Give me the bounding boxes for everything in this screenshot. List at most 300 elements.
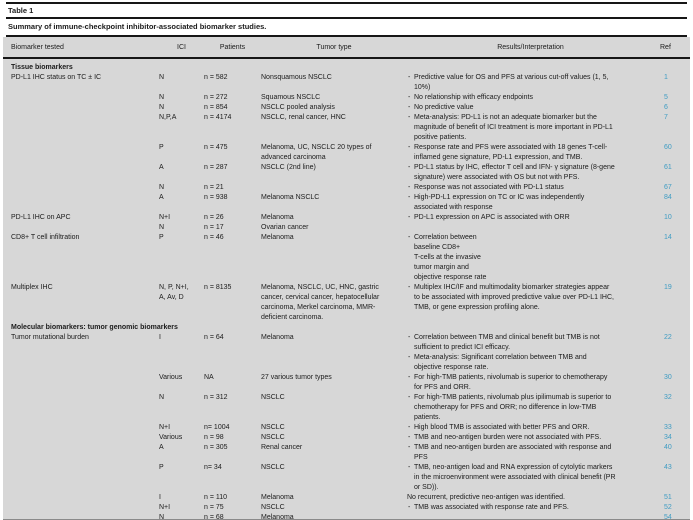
ici-line: N+I <box>159 424 171 431</box>
result-item <box>407 443 690 463</box>
result-line: signature) were associated with OS but not with PFS. <box>414 174 580 181</box>
result-item <box>407 143 690 163</box>
cell-results <box>407 443 690 463</box>
tumor-line: NSCLC, renal cancer, HNC <box>261 114 346 121</box>
result-item <box>407 183 690 193</box>
result-lines <box>407 333 658 353</box>
table-row <box>3 423 690 433</box>
result-line: TMB, or gene expression profiling alone. <box>414 304 540 311</box>
ref-link[interactable]: 60 <box>664 144 672 151</box>
table-row <box>3 183 690 193</box>
ref-link[interactable]: 84 <box>664 194 672 201</box>
result-lines <box>407 493 658 503</box>
result-lines <box>407 183 658 193</box>
result-line: - For high-TMB patients, nivolumab plus ipilimumab is superior to <box>407 393 658 403</box>
cell-tumor <box>261 193 407 213</box>
cell-biomarker <box>11 93 159 103</box>
ref-link[interactable]: 6 <box>664 104 668 111</box>
cell-ici <box>159 513 204 520</box>
result-line: baseline CD8+ <box>414 244 461 251</box>
result-line: - TMB and neo-antigen burden are associated with response and <box>407 443 658 453</box>
cell-patients: n = 75 <box>204 504 224 511</box>
result-line: chemotherapy for PFS and ORR; no difference in low-TMB <box>414 404 597 411</box>
cell-biomarker <box>11 223 159 233</box>
result-lines <box>407 93 658 103</box>
cell-biomarker <box>11 183 159 193</box>
column-header-biomarker: Biomarker tested <box>11 44 64 51</box>
cell-biomarker <box>11 493 159 503</box>
ref-link[interactable]: 5 <box>664 94 668 101</box>
cell-ici <box>159 193 204 213</box>
ref-link[interactable]: 61 <box>664 164 672 171</box>
result-item <box>407 283 690 313</box>
table-row <box>3 333 690 373</box>
cell-patients: n = 4174 <box>204 114 232 121</box>
result-line: associated with response <box>414 204 493 211</box>
cell-biomarker: Tumor mutational burden <box>11 334 89 341</box>
table-row <box>3 463 690 493</box>
cell-results <box>407 433 690 443</box>
tumor-line: Melanoma <box>261 514 294 520</box>
result-lines <box>407 463 658 493</box>
result-item <box>407 93 690 103</box>
cell-patients: n = 938 <box>204 194 228 201</box>
column-header-ref: Ref <box>660 44 671 51</box>
ici-line: I <box>159 494 161 501</box>
cell-biomarker: PD-L1 IHC status on TC ± IC <box>11 74 102 81</box>
ici-line: P <box>159 234 164 241</box>
tumor-line: cancer, cervical cancer, hepatocellular <box>261 294 380 301</box>
table-heading-area <box>0 0 693 37</box>
cell-patients: n = 854 <box>204 104 228 111</box>
cell-tumor <box>261 233 407 283</box>
section-title: Tissue biomarkers <box>11 64 73 71</box>
tumor-line: Melanoma <box>261 494 294 501</box>
cell-patients: n = 46 <box>204 234 224 241</box>
cell-patients: n = 26 <box>204 214 224 221</box>
ici-line: A, Av, D <box>159 294 184 301</box>
tumor-line: deficient carcinoma. <box>261 314 324 321</box>
result-line: - Response rate and PFS were associated with 18 genes T-cell- <box>407 143 658 153</box>
cell-tumor <box>261 463 407 493</box>
table-row <box>3 223 690 233</box>
result-item <box>407 493 690 503</box>
table-row <box>3 373 690 393</box>
result-lines <box>407 513 658 520</box>
ref-link <box>658 353 690 373</box>
result-line: - High-PD-L1 expression on TC or IC was independently <box>407 193 658 203</box>
cell-biomarker: PD-L1 IHC on APC <box>11 214 71 221</box>
table-body <box>3 37 690 520</box>
cell-biomarker <box>11 503 159 513</box>
result-item <box>407 333 690 353</box>
result-lines <box>407 73 658 93</box>
result-lines <box>407 213 658 223</box>
cell-patients: NA <box>204 374 214 381</box>
result-line: - No relationship with efficacy endpoints <box>407 93 658 103</box>
cell-ici <box>159 393 204 423</box>
result-line: - PD-L1 expression on APC is associated with ORR <box>407 213 658 223</box>
cell-ici <box>159 143 204 163</box>
cell-patients: n = 287 <box>204 164 228 171</box>
tumor-line: NSCLC <box>261 424 285 431</box>
section-title: Molecular biomarkers: tumor genomic biomarkers <box>11 324 178 331</box>
cell-patients: n = 110 <box>204 494 228 501</box>
result-line: - Correlation between TMB and clinical benefit but TMB is not <box>407 333 658 343</box>
ref-link[interactable]: 30 <box>664 374 672 381</box>
cell-results <box>407 283 690 323</box>
result-lines <box>407 163 658 183</box>
ici-line: N+I <box>159 214 171 221</box>
table-row <box>3 393 690 423</box>
cell-tumor <box>261 183 407 193</box>
cell-ici <box>159 223 204 233</box>
result-line: - Response was not associated with PD-L1 status <box>407 183 658 193</box>
table-row <box>3 283 690 323</box>
result-line: objective response rate. <box>414 364 489 371</box>
ref-link[interactable]: 7 <box>664 114 668 121</box>
result-line: positive patients. <box>414 134 467 141</box>
ici-line: A <box>159 444 164 451</box>
result-lines <box>407 193 658 213</box>
column-header-patients: Patients <box>219 44 246 51</box>
cell-ici <box>159 113 204 143</box>
cell-ici <box>159 493 204 503</box>
ici-line: A <box>159 194 164 201</box>
result-lines <box>407 143 658 163</box>
cell-tumor <box>261 103 407 113</box>
cell-biomarker <box>11 103 159 113</box>
cell-tumor <box>261 423 407 433</box>
result-item <box>407 103 690 113</box>
cell-ici <box>159 93 204 103</box>
result-item <box>407 423 690 433</box>
cell-patients: n= 34 <box>204 464 222 471</box>
cell-tumor <box>261 443 407 463</box>
result-item <box>407 113 690 143</box>
ref-link[interactable]: 43 <box>664 464 672 471</box>
ici-line: N+I <box>159 504 171 511</box>
result-line: - For high-TMB patients, nivolumab is superior to chemotherapy <box>407 373 658 383</box>
result-lines <box>407 433 658 443</box>
cell-tumor <box>261 283 407 323</box>
cell-biomarker <box>11 143 159 163</box>
tumor-line: Melanoma NSCLC <box>261 194 320 201</box>
ref-link[interactable]: 52 <box>664 504 672 511</box>
cell-results <box>407 73 690 93</box>
result-item <box>407 213 690 223</box>
result-line: 10%) <box>414 84 431 91</box>
ref-link[interactable]: 67 <box>664 184 672 191</box>
result-line: - TMB was associated with response rate and PFS. <box>407 503 658 513</box>
tumor-line: NSCLC <box>261 394 285 401</box>
table-caption: Summary of immune-checkpoint inhibitor-associated biomarker studies. <box>8 22 267 31</box>
cell-patients: n = 272 <box>204 94 228 101</box>
tumor-line: 27 various tumor types <box>261 374 332 381</box>
cell-ici <box>159 183 204 193</box>
result-item <box>407 353 690 373</box>
result-line: in the microenvironment were associated with clinical benefit (PR <box>414 474 616 481</box>
cell-patients: n = 64 <box>204 334 224 341</box>
cell-patients: n = 582 <box>204 74 228 81</box>
cell-results <box>407 223 690 233</box>
tumor-line: NSCLC <box>261 504 285 511</box>
result-item <box>407 503 690 513</box>
cell-patients: n = 305 <box>204 444 228 451</box>
cell-tumor <box>261 163 407 183</box>
cell-tumor <box>261 333 407 373</box>
cell-biomarker <box>11 163 159 183</box>
result-lines <box>407 373 658 393</box>
cell-ici <box>159 103 204 113</box>
tumor-line: NSCLC <box>261 464 285 471</box>
result-item <box>407 433 690 443</box>
cell-results <box>407 423 690 433</box>
cell-results <box>407 103 690 113</box>
column-header-results-wrap <box>407 43 690 52</box>
tumor-line: Renal cancer <box>261 444 303 451</box>
cell-tumor <box>261 113 407 143</box>
result-line: - Meta-analysis: Significant correlation between TMB and <box>407 353 658 363</box>
tumor-line: NSCLC <box>261 434 285 441</box>
table-row <box>3 73 690 93</box>
cell-tumor <box>261 433 407 443</box>
cell-results <box>407 373 690 393</box>
cell-tumor <box>261 223 407 233</box>
cell-results <box>407 113 690 143</box>
ici-line: A <box>159 164 164 171</box>
ici-line: P <box>159 464 164 471</box>
ici-line: N <box>159 104 165 111</box>
cell-patients: n = 475 <box>204 144 228 151</box>
tumor-line: Melanoma, NSCLC, UC, HNC, gastric <box>261 284 379 291</box>
table-row <box>3 233 690 283</box>
cell-results <box>407 493 690 503</box>
tumor-line: NSCLC (2nd line) <box>261 164 316 171</box>
cell-ici <box>159 213 204 223</box>
tumor-line: Nonsquamous NSCLC <box>261 74 332 81</box>
cell-results <box>407 393 690 423</box>
result-lines <box>407 423 658 433</box>
table-row <box>3 103 690 113</box>
result-item <box>407 193 690 213</box>
result-line: - TMB and neo-antigen burden were not associated with PFS. <box>407 433 658 443</box>
result-item <box>407 73 690 93</box>
cell-results <box>407 183 690 193</box>
cell-ici <box>159 463 204 493</box>
cell-tumor <box>261 513 407 520</box>
tumor-line: Squamous NSCLC <box>261 94 321 101</box>
ref-link[interactable]: 1 <box>664 74 668 81</box>
result-line: - Meta-analysis: PD-L1 is not an adequate biomarker but the <box>407 113 658 123</box>
table-row <box>3 433 690 443</box>
tumor-line: carcinoma, Merkel carcinoma, MMR- <box>261 304 376 311</box>
result-item <box>407 393 690 423</box>
result-lines <box>407 113 658 143</box>
result-line: T-cells at the invasive <box>414 254 481 261</box>
cell-biomarker <box>11 433 159 443</box>
result-line: - Correlation between <box>407 233 658 243</box>
cell-results <box>407 333 690 373</box>
result-item <box>407 163 690 183</box>
cell-results <box>407 163 690 183</box>
cell-results <box>407 213 690 223</box>
cell-patients: n = 312 <box>204 394 228 401</box>
table-section <box>3 63 690 323</box>
result-line <box>407 513 658 520</box>
cell-patients: n = 68 <box>204 514 224 520</box>
ici-line: Various <box>159 434 183 441</box>
tumor-line: Melanoma <box>261 214 294 221</box>
cell-ici <box>159 163 204 183</box>
table-row <box>3 143 690 163</box>
result-item <box>407 463 690 493</box>
cell-biomarker <box>11 393 159 423</box>
ici-line: N <box>159 224 165 231</box>
cell-biomarker: Multiplex IHC <box>11 284 53 291</box>
column-header-tumor-type: Tumor type <box>316 44 352 51</box>
cell-ici <box>159 503 204 513</box>
ref-link[interactable]: 54 <box>664 514 672 520</box>
table-section <box>3 323 690 520</box>
cell-biomarker: CD8+ T cell infiltration <box>11 234 80 241</box>
cell-ici <box>159 73 204 93</box>
table-row <box>3 163 690 183</box>
table-row <box>3 513 690 520</box>
result-item <box>407 513 690 520</box>
result-line: objective response rate <box>414 274 487 281</box>
result-line: - Multiplex IHC/IF and multimodality biomarker strategies appear <box>407 283 658 293</box>
cell-patients: n = 98 <box>204 434 224 441</box>
result-line: magnitude of benefit of ICI treatment is more important in PD-L1 <box>414 124 613 131</box>
tumor-line: Melanoma <box>261 234 294 241</box>
ref-link[interactable]: 22 <box>664 334 672 341</box>
tumor-line: Melanoma <box>261 334 294 341</box>
cell-ici <box>159 373 204 393</box>
ref-link[interactable]: 34 <box>664 434 672 441</box>
cell-ici <box>159 443 204 463</box>
ici-line: N,P,A <box>159 114 177 121</box>
table-row <box>3 503 690 513</box>
result-lines <box>407 233 658 283</box>
ref-link[interactable]: 51 <box>664 494 672 501</box>
cell-tumor <box>261 143 407 163</box>
cell-ici <box>159 333 204 373</box>
ref-link[interactable]: 10 <box>664 214 672 221</box>
cell-biomarker <box>11 113 159 143</box>
result-line: PFS <box>414 454 428 461</box>
cell-results <box>407 143 690 163</box>
cell-biomarker <box>11 193 159 213</box>
tumor-line: Ovarian cancer <box>261 224 309 231</box>
result-line: for PFS and ORR. <box>414 384 471 391</box>
cell-biomarker <box>11 423 159 433</box>
cell-ici <box>159 423 204 433</box>
ref-link[interactable]: 19 <box>664 284 672 291</box>
cell-results <box>407 463 690 493</box>
table-row <box>3 193 690 213</box>
column-header-results: Results/Interpretation <box>497 44 564 51</box>
ref-link[interactable]: 14 <box>664 234 672 241</box>
table-row <box>3 493 690 503</box>
ref-link[interactable]: 32 <box>664 394 672 401</box>
result-lines <box>407 103 658 113</box>
result-lines <box>407 443 658 463</box>
cell-tumor <box>261 393 407 423</box>
result-line: inflamed gene signature, PD-L1 expression, and TMB. <box>414 154 583 161</box>
result-lines <box>407 503 658 513</box>
ref-link[interactable]: 33 <box>664 424 672 431</box>
result-line: - TMB, neo-antigen load and RNA expression of cytolytic markers <box>407 463 658 473</box>
cell-results <box>407 193 690 213</box>
cell-tumor <box>261 93 407 103</box>
cell-patients: n = 17 <box>204 224 224 231</box>
tumor-line: advanced carcinoma <box>261 154 326 161</box>
result-line: tumor margin and <box>414 264 469 271</box>
cell-patients: n = 21 <box>204 184 224 191</box>
table-sections <box>3 59 690 520</box>
cell-biomarker <box>11 513 159 520</box>
result-line: - Predictive value for OS and PFS at various cut-off values (1, 5, <box>407 73 658 83</box>
ici-line: I <box>159 334 161 341</box>
cell-tumor <box>261 73 407 93</box>
cell-tumor <box>261 503 407 513</box>
cell-ici <box>159 283 204 323</box>
cell-biomarker <box>11 373 159 393</box>
ici-line: P <box>159 144 164 151</box>
result-line: or SD)). <box>414 484 439 491</box>
ici-line: N <box>159 394 165 401</box>
cell-results <box>407 93 690 103</box>
result-line: sufficient to predict ICI efficacy. <box>414 344 511 351</box>
cell-results <box>407 513 690 520</box>
cell-tumor <box>261 493 407 503</box>
cell-patients: n = 8135 <box>204 284 232 291</box>
table-row <box>3 113 690 143</box>
ici-line: N <box>159 184 165 191</box>
result-line: - High blood TMB is associated with better PFS and ORR. <box>407 423 658 433</box>
ici-line: N, P, N+I, <box>159 284 189 291</box>
cell-biomarker <box>11 443 159 463</box>
result-lines <box>407 393 658 423</box>
cell-biomarker <box>11 463 159 493</box>
result-item <box>407 233 690 283</box>
ici-line: N <box>159 514 165 520</box>
result-lines <box>407 283 658 313</box>
table-label: Table 1 <box>8 6 34 15</box>
ici-line: N <box>159 94 165 101</box>
cell-results <box>407 503 690 513</box>
cell-ici <box>159 233 204 283</box>
ici-line: N <box>159 74 165 81</box>
result-line: - No predictive value <box>407 103 658 113</box>
result-line: No recurrent, predictive neo-antigen was identified. <box>407 494 565 501</box>
table-row <box>3 93 690 103</box>
table-row <box>3 443 690 463</box>
column-header-ici: ICI <box>177 44 186 51</box>
cell-ici <box>159 433 204 443</box>
cell-tumor <box>261 213 407 223</box>
result-line: - PD-L1 status by IHC, effector T cell and IFN- γ signature (8-gene <box>407 163 658 173</box>
ref-link[interactable]: 40 <box>664 444 672 451</box>
result-lines <box>407 353 658 373</box>
table-header-row <box>3 37 690 59</box>
cell-results <box>407 233 690 283</box>
table-row <box>3 213 690 223</box>
result-item <box>407 373 690 393</box>
ici-line: Various <box>159 374 183 381</box>
result-line: patients. <box>414 414 441 421</box>
